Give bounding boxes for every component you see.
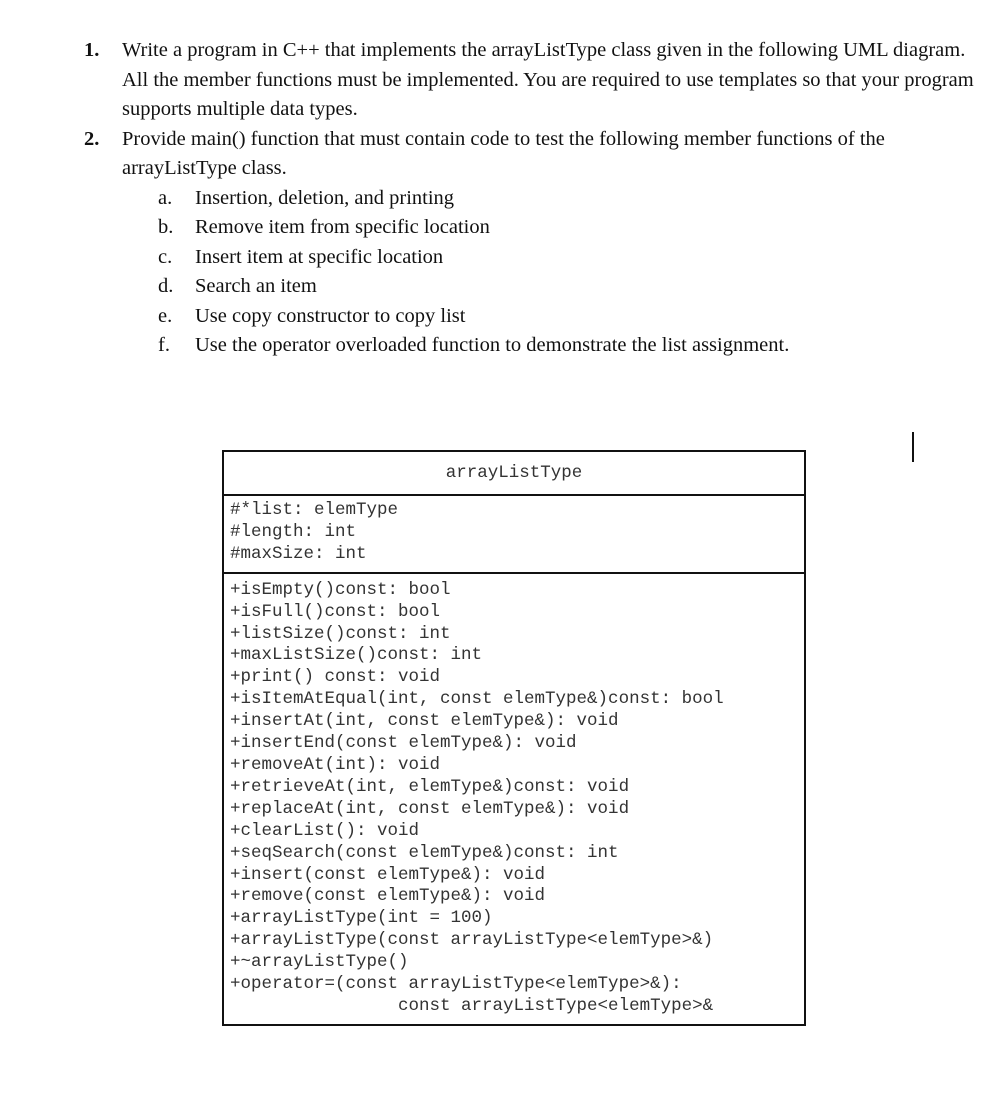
subitem-letter: a.: [158, 186, 173, 209]
subitem-letter: d.: [158, 275, 174, 297]
subitem-text: Remove item from specific location: [195, 216, 490, 238]
question-text: Provide main() function that must contain code to test the following member functions of the arrayListType class.: [122, 127, 885, 179]
assignment-instructions: [84, 36, 974, 361]
uml-method: +clearList(): void: [230, 820, 420, 841]
uml-method: +~arrayListType(): [230, 952, 409, 973]
subitem-d: [158, 272, 974, 302]
subitem-f: [158, 331, 974, 361]
uml-method: +insertAt(int, const elemType&): void: [230, 711, 619, 732]
uml-attribute: #length: int: [230, 521, 357, 542]
subitem-text: Search an item: [195, 275, 317, 297]
subitem-letter: f.: [158, 334, 170, 356]
uml-method: +seqSearch(const elemType&)const: int: [230, 842, 619, 863]
subitem-c: [158, 243, 974, 273]
uml-method: +remove(const elemType&): void: [230, 886, 546, 907]
subitem-letter: b.: [158, 216, 174, 238]
question-number: 2.: [84, 127, 100, 150]
subitem-letter: c.: [158, 245, 173, 268]
subitem-text: Insert item at specific location: [195, 245, 444, 268]
subitem-b: [158, 213, 974, 243]
uml-method: +operator=(const arrayListType<elemType>&):: [230, 974, 682, 995]
uml-class-diagram: [222, 450, 806, 1026]
question-2-subitems: [158, 184, 974, 361]
uml-attributes: [224, 496, 804, 574]
subitem-text: Insertion, deletion, and printing: [195, 186, 455, 209]
uml-method: +removeAt(int): void: [230, 754, 441, 775]
uml-method: +maxListSize()const: int: [230, 645, 483, 666]
subitem-a: [158, 184, 974, 214]
uml-method: +isItemAtEqual(int, const elemType&)const: bool: [230, 689, 724, 710]
uml-method: +insertEnd(const elemType&): void: [230, 733, 577, 754]
uml-method: +print() const: void: [230, 667, 441, 688]
uml-method: +replaceAt(int, const elemType&): void: [230, 798, 630, 819]
subitem-letter: e.: [158, 304, 173, 327]
uml-method: +listSize()const: int: [230, 623, 451, 644]
subitem-text: Use the operator overloaded function to demonstrate the list assignment.: [195, 334, 790, 356]
uml-method: +insert(const elemType&): void: [230, 864, 546, 885]
uml-method: +arrayListType(int = 100): [230, 908, 493, 929]
uml-method: +isEmpty()const: bool: [230, 579, 451, 600]
uml-attribute: #*list: elemType: [230, 500, 399, 520]
uml-method: +isFull()const: bool: [230, 601, 441, 622]
uml-method-continuation: const arrayListType<elemType>&: [230, 995, 714, 1016]
subitem-e: [158, 302, 974, 332]
text-cursor: [912, 432, 914, 462]
uml-methods: [224, 574, 804, 1024]
uml-class-name: arrayListType: [224, 452, 804, 496]
uml-attribute: #maxSize: int: [230, 543, 367, 564]
uml-method: +retrieveAt(int, elemType&)const: void: [230, 776, 630, 797]
question-2: [84, 125, 974, 184]
uml-method: +arrayListType(const arrayListType<elemType>&): [230, 930, 714, 951]
question-number: 1.: [84, 39, 100, 61]
subitem-text: Use copy constructor to copy list: [195, 304, 466, 327]
question-1: [84, 36, 974, 125]
question-text: Write a program in C++ that implements the arrayListType class given in the following UML diagram. All the member functions must be implemented. You are required to use templates so that your program supports multiple data types.: [122, 39, 974, 120]
